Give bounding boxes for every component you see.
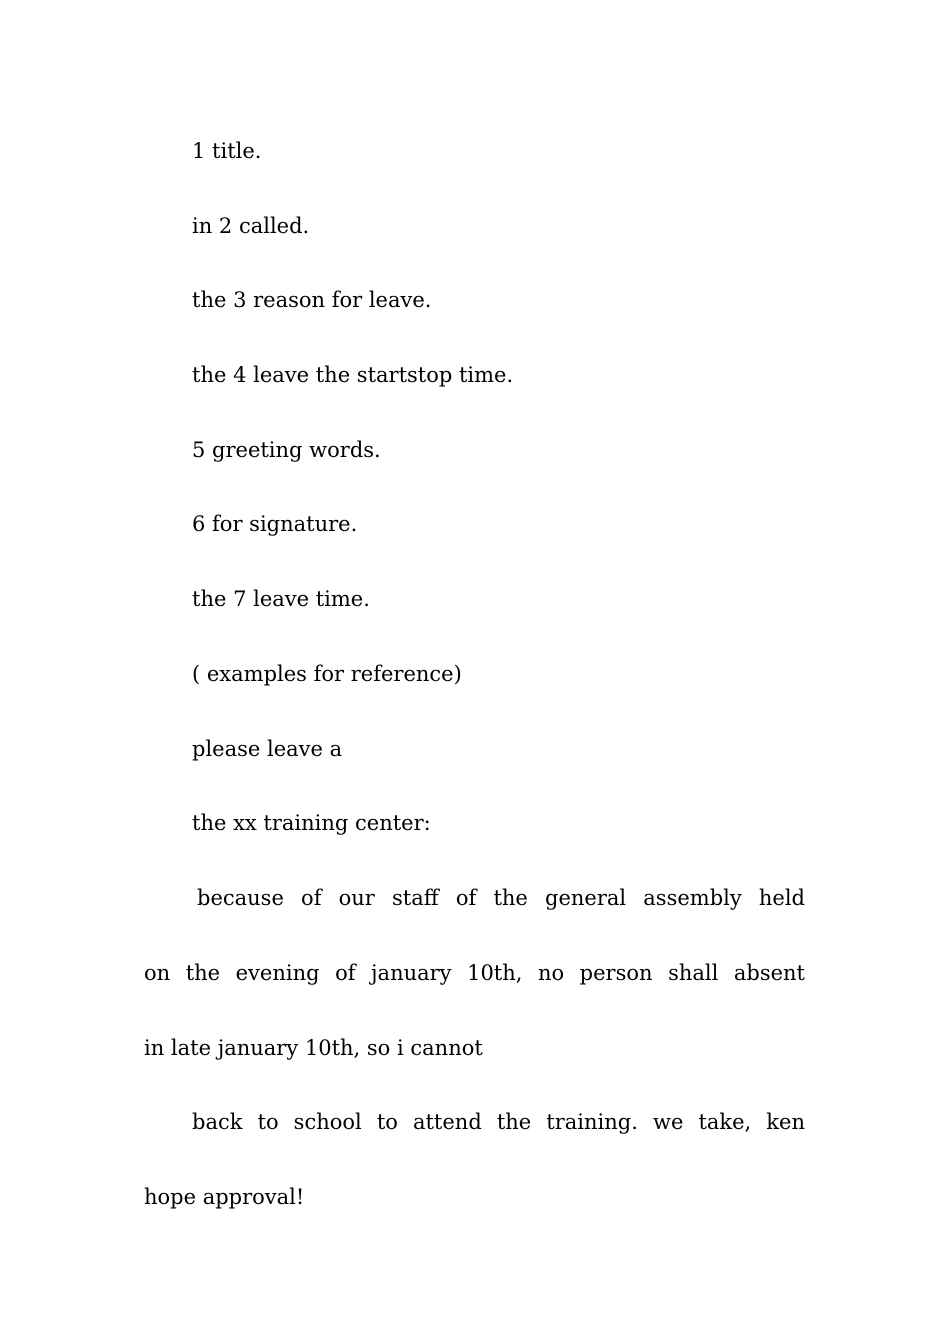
list-item-leave-time: the 7 leave time.: [192, 587, 370, 611]
list-item-title: 1 title.: [192, 139, 262, 163]
list-item-start-stop-time: the 4 leave the startstop time.: [192, 363, 514, 387]
body-line-2: on the evening of january 10th, no person shall absent: [144, 961, 805, 985]
recipient-line: the xx training center:: [192, 811, 431, 835]
body-line-4: back to school to attend the training. we take, ken: [192, 1110, 805, 1134]
example-note: ( examples for reference): [192, 662, 462, 686]
list-item-reason: the 3 reason for leave.: [192, 288, 432, 312]
list-item-called: in 2 called.: [192, 214, 310, 238]
body-line-3: in late january 10th, so i cannot: [144, 1036, 483, 1060]
list-item-greeting: 5 greeting words.: [192, 438, 381, 462]
body-line-1: because of our staff of the general assembly held: [197, 886, 805, 910]
list-item-signature: 6 for signature.: [192, 512, 358, 536]
example-heading: please leave a: [192, 737, 343, 761]
body-line-5: hope approval!: [144, 1185, 305, 1209]
